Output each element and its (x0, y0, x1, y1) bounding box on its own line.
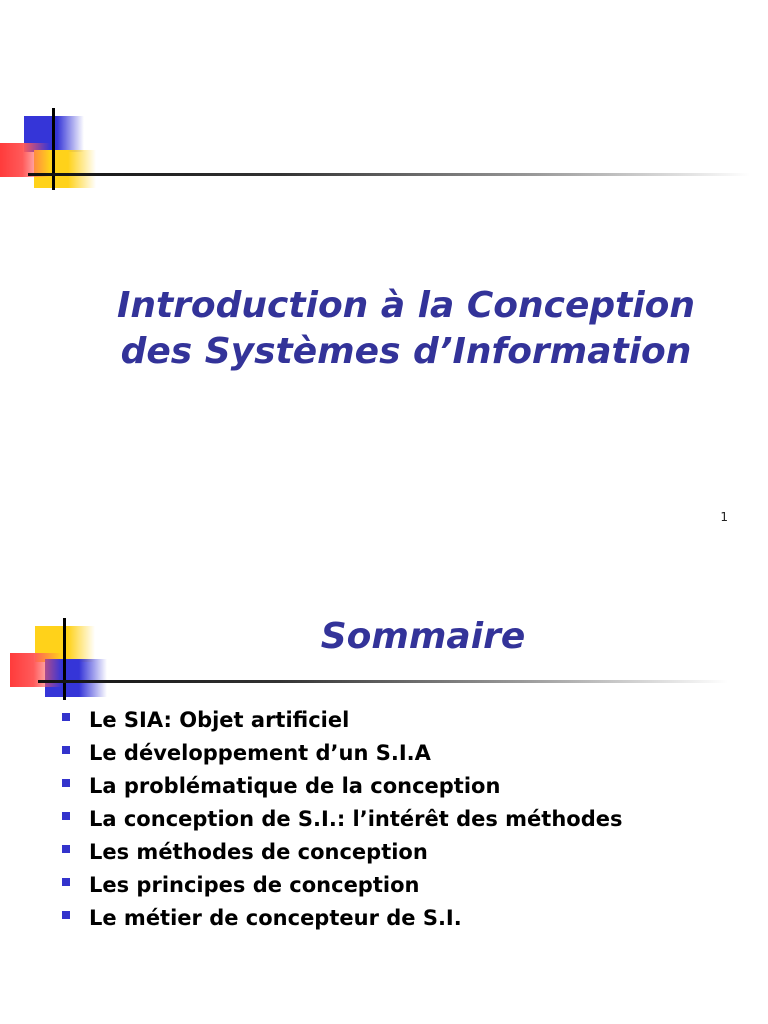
vertical-rule (52, 108, 55, 190)
square-bullet-icon (62, 812, 70, 820)
header-rule (38, 680, 728, 683)
title-line-1: Introduction à la Conception (116, 285, 696, 326)
square-bullet-icon (62, 713, 70, 721)
toc-item (60, 704, 622, 737)
toc-item-label: Le développement d’un S.I.A (89, 741, 431, 765)
square-bullet-icon (62, 911, 70, 919)
toc-item (60, 836, 622, 869)
toc-item (60, 869, 622, 902)
toc-item-label: La conception de S.I.: l’intérêt des méthodes (89, 807, 623, 831)
square-bullet-icon (62, 779, 70, 787)
toc-item (60, 770, 622, 803)
page-number: 1 (720, 510, 728, 524)
toc-item (60, 803, 622, 836)
table-of-contents (60, 704, 622, 935)
header-rule (28, 173, 750, 176)
toc-item (60, 902, 622, 935)
toc-item-label: La problématique de la conception (89, 774, 501, 798)
square-bullet-icon (62, 746, 70, 754)
square-bullet-icon (62, 845, 70, 853)
toc-item-label: Le SIA: Objet artificiel (89, 708, 350, 732)
sommaire-title: Sommaire (320, 616, 526, 657)
toc-item-label: Le métier de concepteur de S.I. (89, 906, 462, 930)
square-bullet-icon (62, 878, 70, 886)
toc-item (60, 737, 622, 770)
toc-item-label: Les méthodes de conception (89, 840, 428, 864)
slide-title-text (0, 283, 768, 375)
red-square-shape (0, 143, 50, 177)
slide-sommaire (0, 512, 768, 1024)
toc-item-label: Les principes de conception (89, 873, 420, 897)
title-line-2: des Systèmes d’Information (120, 331, 692, 372)
